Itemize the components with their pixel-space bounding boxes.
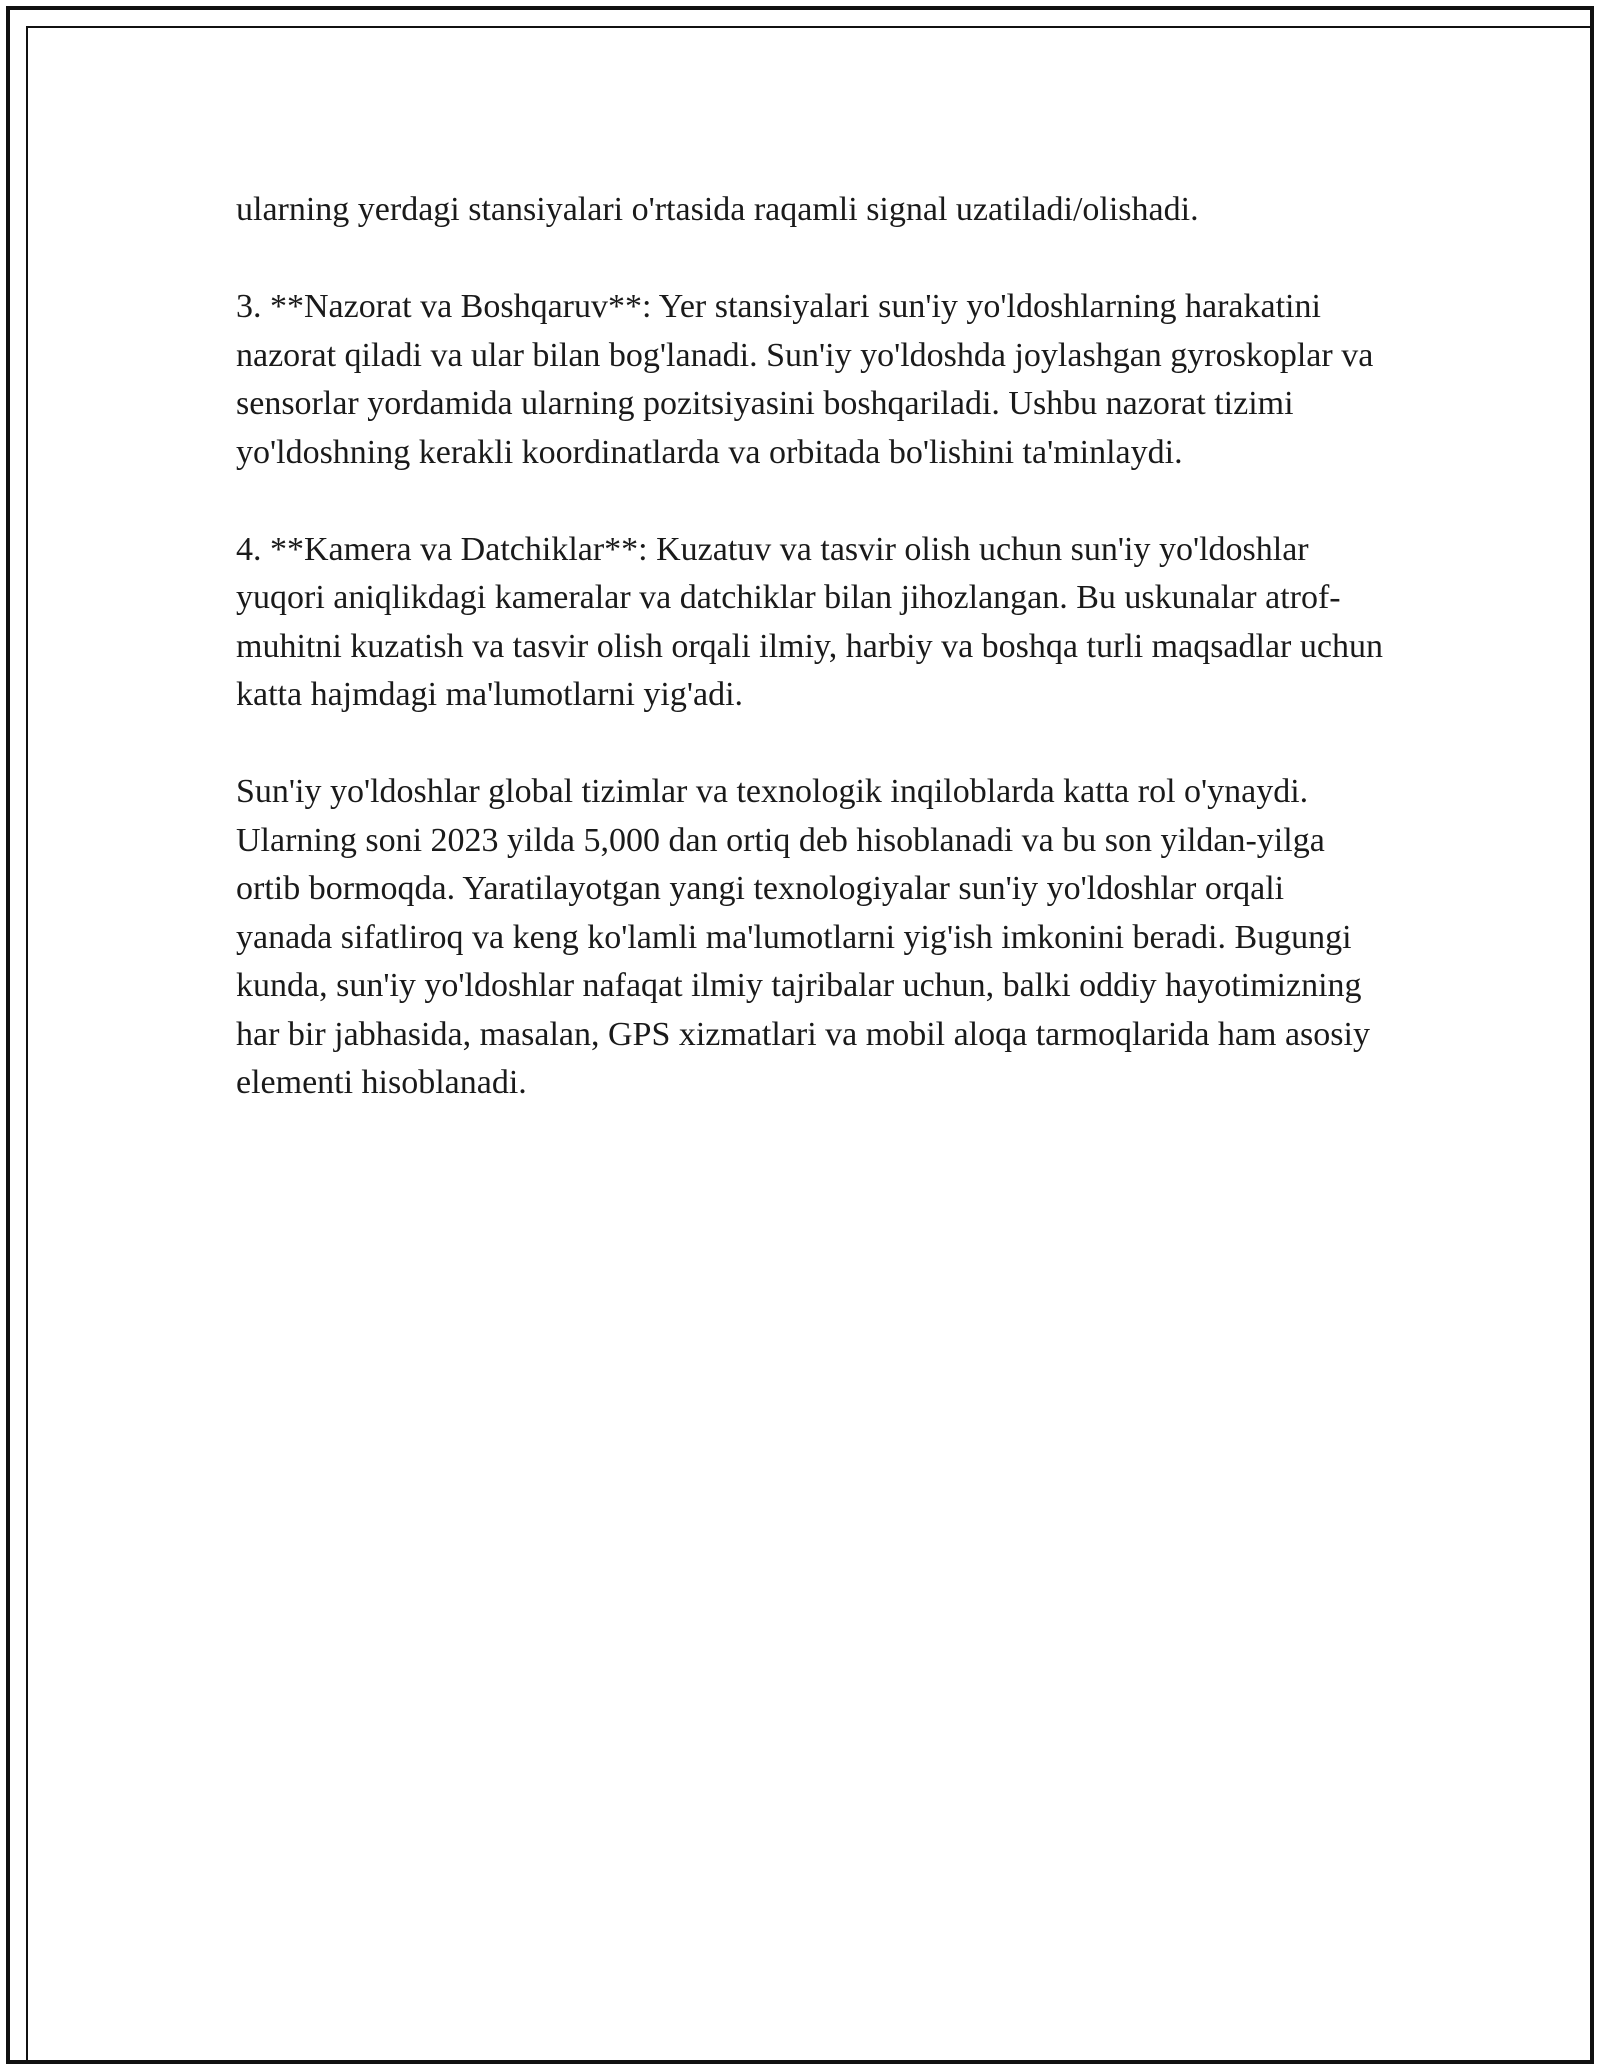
paragraph-control-and-management: 3. **Nazorat va Boshqaruv**: Yer stansiyalari sun'iy yo'ldoshlarning harakatini nazorat qiladi va ular bilan bog'lanadi. Sun'iy yo'ldoshda joylashgan gyroskoplar va sensorlar yordamida ularning pozitsiyasini boshqariladi. Ushbu nazorat tizimi yo'ldoshning kerakli koordinatlarda va orbitada bo'lishini ta'minlaydi. xyxy=(236,288,1374,471)
paragraph-conclusion: Sun'iy yo'ldoshlar global tizimlar va texnologik inqiloblarda katta rol o'ynaydi. Ularning soni 2023 yilda 5,000 dan ortiq deb hisoblanadi va bu son yildan-yilga ortib bormoqda. Yaratilayotgan yangi texnologiyalar sun'iy yo'ldoshlar orqali yanada sifatliroq va keng ko'lamli ma'lumotlarni yig'ish imkonini beradi. Bugungi kunda, sun'iy yo'ldoshlar nafaqat ilmiy tajribalar uchun, balki oddiy hayotimizning har bir jabhasida, masalan, GPS xizmatlari va mobil aloqa tarmoqlarida ham asosiy elementi hisoblanadi. xyxy=(236,773,1370,1101)
paragraph-continuation: ularning yerdagi stansiyalari o'rtasida raqamli signal uzatiladi/olishadi. xyxy=(236,191,1199,228)
paragraph-camera-and-sensors: 4. **Kamera va Datchiklar**: Kuzatuv va tasvir olish uchun sun'iy yo'ldoshlar yuqori aniqlikdagi kameralar va datchiklar bilan jihozlangan. Bu uskunalar atrof-muhitni kuzatish va tasvir olish orqali ilmiy, harbiy va boshqa turli maqsadlar uchun katta hajmdagi ma'lumotlarni yig'adi. xyxy=(236,530,1383,713)
document-body xyxy=(236,186,1386,1156)
